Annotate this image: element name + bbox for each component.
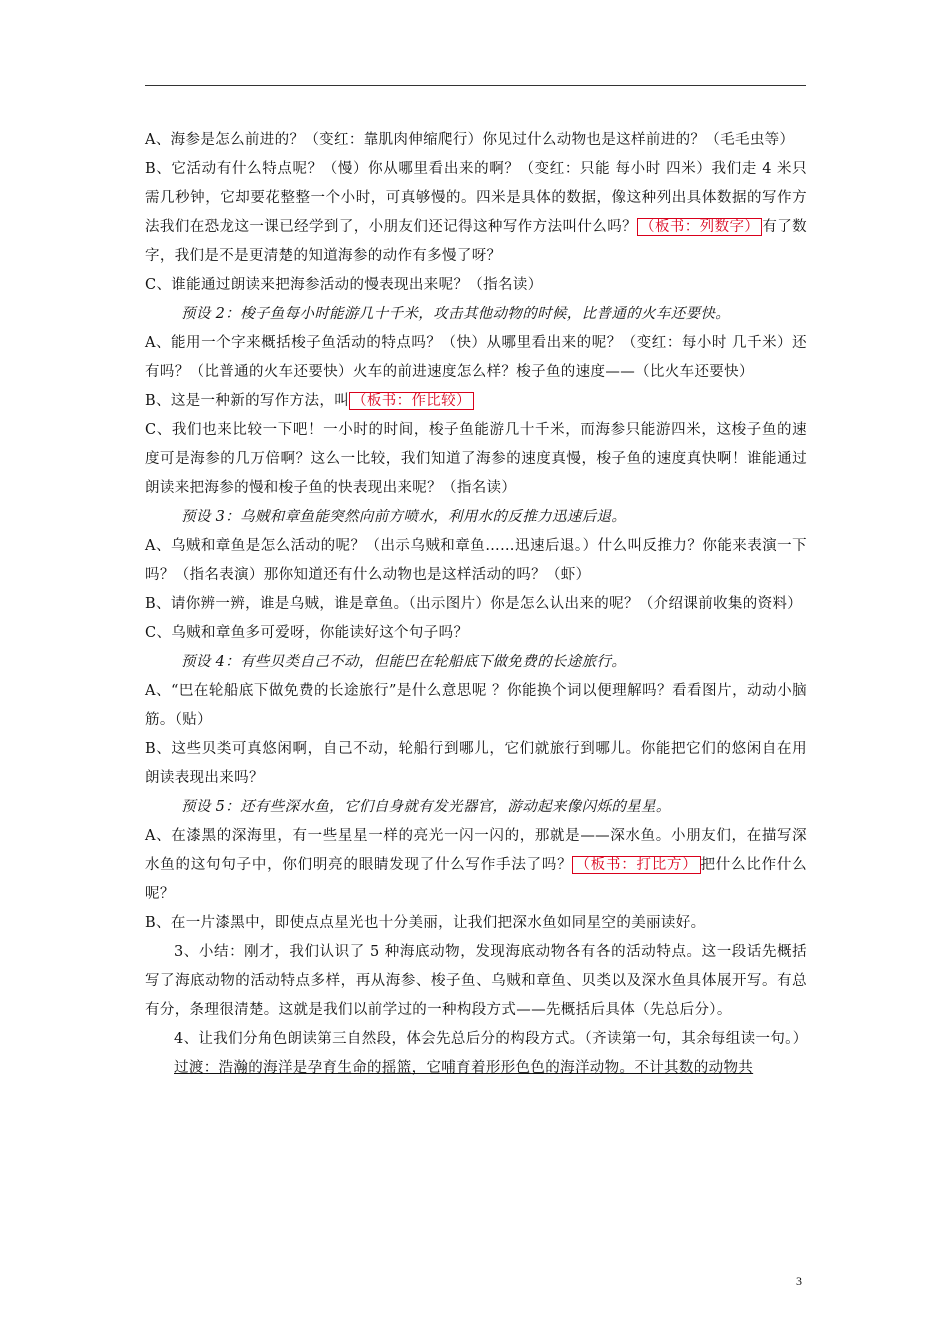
board-note-da-bifang: （板书：打比方） bbox=[572, 856, 700, 874]
text-segment: A、在漆黑的深海里，有一些星星一样的亮光一闪一闪的，那就是——深水鱼。小朋友们，在描写深水鱼的这句句子中，你们明亮的眼睛发现了什么写作手法了吗？ bbox=[145, 828, 807, 873]
paragraph-shenshuiyu-a bbox=[145, 822, 807, 909]
document-body bbox=[145, 126, 807, 1083]
paragraph-wuzei-a: A、乌贼和章鱼是怎么活动的呢？（出示乌贼和章鱼……迅速后退。）什么叫反推力？你能来表演一下吗？（指名表演）那你知道还有什么动物也是这样活动的吗？（虾） bbox=[145, 538, 807, 583]
preset-5: 预设 5：还有些深水鱼，它们自身就有发光器官，游动起来像闪烁的星星。 bbox=[181, 799, 671, 815]
paragraph-haishen-b bbox=[145, 155, 807, 271]
page-number: 3 bbox=[796, 1274, 802, 1288]
text-segment: B、这是一种新的写作方法，叫 bbox=[145, 393, 350, 409]
paragraph-role-reading: 4、让我们分角色朗读第三自然段，体会先总后分的构段方式。（齐读第一句，其余每组读一句。） bbox=[174, 1031, 808, 1047]
paragraph-beilei-a: A、“巴在轮船底下做免费的长途旅行”是什么意思呢 ？你能换个词以便理解吗？看看图片，动动小脑筋。（贴） bbox=[145, 683, 807, 728]
paragraph-suoziyu-c: C、我们也来比较一下吧！一小时的时间，梭子鱼能游几十千米，而海参只能游四米，这梭子鱼的速度可是海参的几万倍啊？这么一比较，我们知道了海参的速度真慢，梭子鱼的速度真快啊！谁能通过朗读来把海参的慢和梭子鱼的快表现出来呢？（指名读） bbox=[145, 422, 807, 496]
paragraph-suoziyu-b bbox=[145, 387, 807, 416]
paragraph-transition bbox=[145, 1054, 807, 1083]
paragraph-suoziyu-a: A、能用一个字来概括梭子鱼活动的特点吗？（快）从哪里看出来的呢？（变红：每小时 几千米）还有吗？（比普通的火车还要快）火车的前进速度怎么样？梭子鱼的速度——（比火车还要快） bbox=[145, 335, 807, 380]
paragraph-shenshuiyu-b: B、在一片漆黑中，即使点点星光也十分美丽，让我们把深水鱼如同星空的美丽读好。 bbox=[145, 915, 706, 931]
preset-4: 预设 4：有些贝类自己不动，但能巴在轮船底下做免费的长途旅行。 bbox=[181, 654, 627, 670]
header-rule bbox=[145, 85, 806, 86]
transition-text: 过渡：浩瀚的海洋是孕育生命的摇篮，它哺育着形形色色的海洋动物。不计其数的动物共 bbox=[174, 1060, 754, 1076]
preset-3: 预设 3：乌贼和章鱼能突然向前方喷水，利用水的反推力迅速后退。 bbox=[181, 509, 627, 525]
board-note-zuo-bijiao: （板书：作比较） bbox=[349, 392, 474, 410]
paragraph-wuzei-b: B、请你辨一辨，谁是乌贼，谁是章鱼。（出示图片）你是怎么认出来的呢？（介绍课前收集的资料） bbox=[145, 596, 803, 612]
paragraph-haishen-a: A、海参是怎么前进的？（变红：靠肌肉伸缩爬行）你见过什么动物也是这样前进的？（毛毛虫等） bbox=[145, 132, 795, 148]
text-segment: B、它活动有什么特点呢？（慢）你从哪里看出来的啊？（变红：只能 每小时 四米）我们走 4 米只需几秒钟，它却要花整整一个小时，可真够慢的。四米是具体的数据，像这种列出具体数据的写作方法我们在恐龙这一课已经学到了，小朋友们还记得这种写作方法叫什么吗？ bbox=[145, 161, 807, 235]
board-note-lie-shuzi: （板书：列数字） bbox=[637, 218, 762, 236]
paragraph-haishen-c: C、谁能通过朗读来把海参活动的慢表现出来呢？（指名读） bbox=[145, 277, 543, 293]
paragraph-wuzei-c: C、乌贼和章鱼多可爱呀，你能读好这个句子吗？ bbox=[145, 625, 469, 641]
paragraph-summary: 3、小结：刚才，我们认识了 5 种海底动物，发现海底动物各有各的活动特点。这一段话先概括写了海底动物的活动特点多样，再从海参、梭子鱼、乌贼和章鱼、贝类以及深水鱼具体展开写。有总有分，条理很清楚。这就是我们以前学过的一种构段方式——先概括后具体（先总后分）。 bbox=[145, 944, 807, 1018]
preset-2: 预设 2：梭子鱼每小时能游几十千米，攻击其他动物的时候，比普通的火车还要快。 bbox=[181, 306, 731, 322]
text-segment: 有了数字，我们是不是更清楚的知道海参的动作有多慢了呀？ bbox=[145, 219, 807, 264]
paragraph-beilei-b: B、这些贝类可真悠闲啊，自己不动，轮船行到哪儿，它们就旅行到哪儿。你能把它们的悠闲自在用朗读表现出来吗？ bbox=[145, 741, 807, 786]
text-segment: 把什么比作什么呢？ bbox=[145, 857, 807, 902]
